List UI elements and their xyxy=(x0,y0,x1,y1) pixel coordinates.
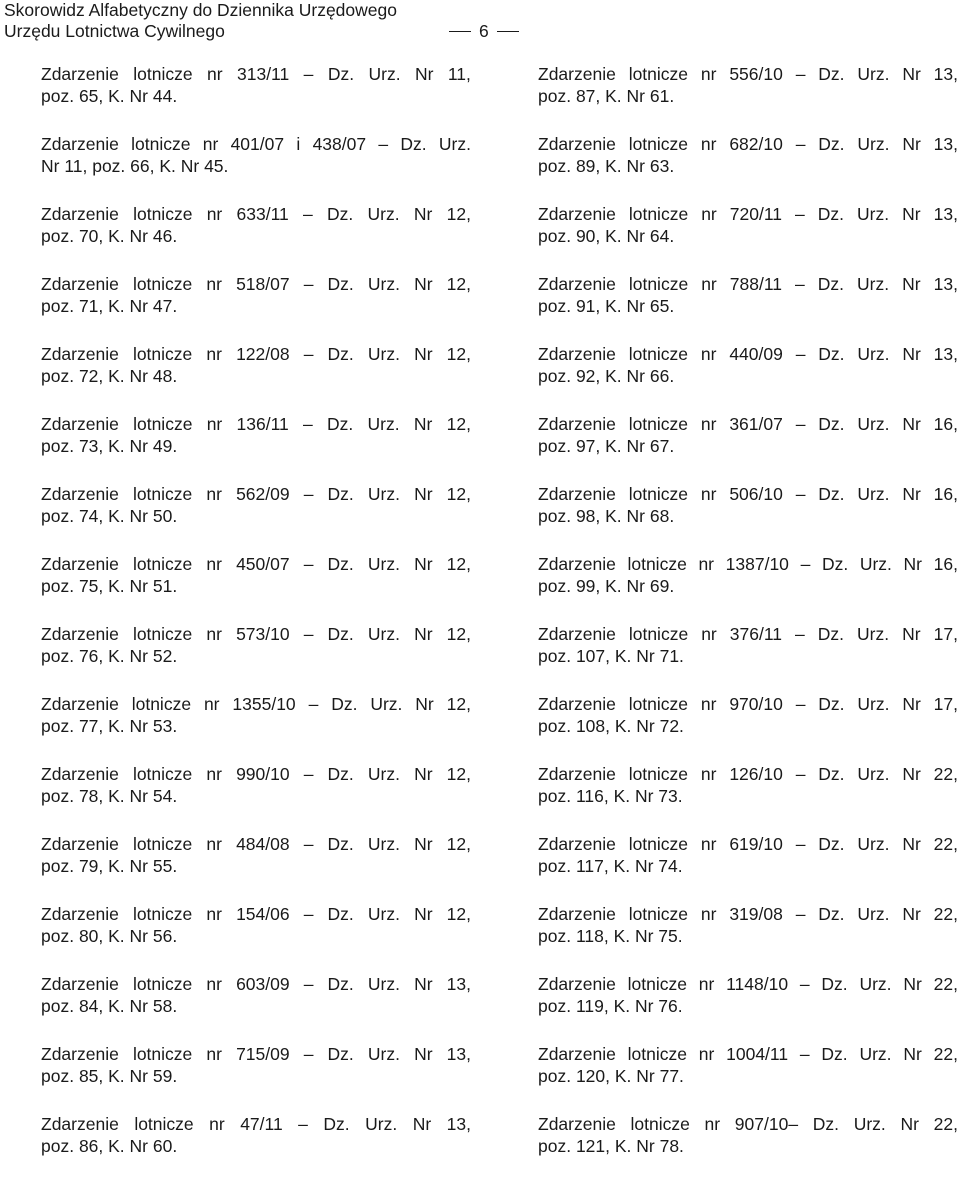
index-entry-line-2: poz. 108, K. Nr 72. xyxy=(538,715,684,736)
index-entry xyxy=(538,1044,958,1114)
index-entry-line-2: poz. 90, K. Nr 64. xyxy=(538,225,675,246)
index-entry-line-2: poz. 97, K. Nr 67. xyxy=(538,435,675,456)
index-entry xyxy=(41,344,471,414)
running-header xyxy=(4,0,397,42)
index-entry-line-2: poz. 98, K. Nr 68. xyxy=(538,505,675,526)
index-entry xyxy=(41,694,471,764)
index-entry-line-2: poz. 121, K. Nr 78. xyxy=(538,1135,684,1156)
index-entry-line-1: Zdarzenie lotnicze nr 122/08 – Dz. Urz. Nr 12, xyxy=(41,344,471,364)
index-entry-line-1: Zdarzenie lotnicze nr 603/09 – Dz. Urz. Nr 13, xyxy=(41,974,471,994)
index-entry xyxy=(41,764,471,834)
index-entry-line-1: Zdarzenie lotnicze nr 1355/10 – Dz. Urz. Nr 12, xyxy=(41,694,471,714)
index-entry xyxy=(41,834,471,904)
index-entry-line-1: Zdarzenie lotnicze nr 401/07 i 438/07 – Dz. Urz. xyxy=(41,134,471,154)
index-entry-line-2: poz. 80, K. Nr 56. xyxy=(41,925,178,946)
index-entry xyxy=(538,834,958,904)
index-entry-line-1: Zdarzenie lotnicze nr 361/07 – Dz. Urz. Nr 16, xyxy=(538,414,958,434)
index-entry-line-1: Zdarzenie lotnicze nr 1004/11 – Dz. Urz. Nr 22, xyxy=(538,1044,958,1064)
index-entry-line-2: poz. 72, K. Nr 48. xyxy=(41,365,178,386)
index-entry-line-1: Zdarzenie lotnicze nr 518/07 – Dz. Urz. Nr 12, xyxy=(41,274,471,294)
index-column-right xyxy=(538,64,958,1184)
index-entry-line-1: Zdarzenie lotnicze nr 619/10 – Dz. Urz. Nr 22, xyxy=(538,834,958,854)
index-entry-line-2: poz. 91, K. Nr 65. xyxy=(538,295,675,316)
index-entry xyxy=(538,694,958,764)
index-entry-line-1: Zdarzenie lotnicze nr 376/11 – Dz. Urz. Nr 17, xyxy=(538,624,958,644)
index-entry xyxy=(538,974,958,1044)
index-entry xyxy=(538,344,958,414)
index-entry xyxy=(41,1114,471,1184)
index-entry-line-2: poz. 76, K. Nr 52. xyxy=(41,645,178,666)
header-title-line-1: Skorowidz Alfabetyczny do Dziennika Urzędowego xyxy=(4,0,397,20)
index-entry xyxy=(538,624,958,694)
index-entry xyxy=(538,764,958,834)
index-entry xyxy=(538,204,958,274)
index-entry xyxy=(538,274,958,344)
index-entry xyxy=(41,1044,471,1114)
index-entry-line-2: poz. 75, K. Nr 51. xyxy=(41,575,178,596)
index-entry-line-1: Zdarzenie lotnicze nr 136/11 – Dz. Urz. Nr 12, xyxy=(41,414,471,434)
page-number-dash-left xyxy=(449,31,471,32)
index-entry-line-1: Zdarzenie lotnicze nr 154/06 – Dz. Urz. Nr 12, xyxy=(41,904,471,924)
index-entry-line-1: Zdarzenie lotnicze nr 484/08 – Dz. Urz. Nr 12, xyxy=(41,834,471,854)
index-entry xyxy=(41,204,471,274)
index-entry-line-1: Zdarzenie lotnicze nr 319/08 – Dz. Urz. Nr 22, xyxy=(538,904,958,924)
index-entry-line-1: Zdarzenie lotnicze nr 126/10 – Dz. Urz. Nr 22, xyxy=(538,764,958,784)
index-entry-line-2: poz. 78, K. Nr 54. xyxy=(41,785,178,806)
index-entry-line-2: poz. 120, K. Nr 77. xyxy=(538,1065,684,1086)
index-entry xyxy=(538,1114,958,1184)
index-entry-line-1: Zdarzenie lotnicze nr 1387/10 – Dz. Urz. Nr 16, xyxy=(538,554,958,574)
index-entry-line-2: poz. 119, K. Nr 76. xyxy=(538,995,683,1016)
index-entry xyxy=(41,904,471,974)
index-entry-line-2: poz. 85, K. Nr 59. xyxy=(41,1065,178,1086)
index-entry xyxy=(41,64,471,134)
index-entry-line-2: poz. 86, K. Nr 60. xyxy=(41,1135,178,1156)
index-entry-line-2: poz. 99, K. Nr 69. xyxy=(538,575,675,596)
index-entry-line-1: Zdarzenie lotnicze nr 506/10 – Dz. Urz. Nr 16, xyxy=(538,484,958,504)
index-entry-line-2: Nr 11, poz. 66, K. Nr 45. xyxy=(41,155,229,176)
index-entry xyxy=(538,134,958,204)
index-entry xyxy=(538,414,958,484)
index-entry-line-2: poz. 87, K. Nr 61. xyxy=(538,85,675,106)
index-entry-line-1: Zdarzenie lotnicze nr 970/10 – Dz. Urz. Nr 17, xyxy=(538,694,958,714)
index-entry xyxy=(41,624,471,694)
index-entry-line-2: poz. 74, K. Nr 50. xyxy=(41,505,178,526)
index-entry-line-2: poz. 65, K. Nr 44. xyxy=(41,85,178,106)
index-entry-line-2: poz. 84, K. Nr 58. xyxy=(41,995,178,1016)
index-entry-line-2: poz. 116, K. Nr 73. xyxy=(538,785,683,806)
index-entry-line-1: Zdarzenie lotnicze nr 47/11 – Dz. Urz. Nr 13, xyxy=(41,1114,471,1134)
index-column-left xyxy=(41,64,471,1184)
index-entry-line-2: poz. 77, K. Nr 53. xyxy=(41,715,178,736)
index-entry-line-1: Zdarzenie lotnicze nr 562/09 – Dz. Urz. Nr 12, xyxy=(41,484,471,504)
index-entry-line-1: Zdarzenie lotnicze nr 440/09 – Dz. Urz. Nr 13, xyxy=(538,344,958,364)
page-number-value: 6 xyxy=(479,21,489,41)
index-entry-line-1: Zdarzenie lotnicze nr 556/10 – Dz. Urz. Nr 13, xyxy=(538,64,958,84)
index-entry xyxy=(41,134,471,204)
index-entry-line-1: Zdarzenie lotnicze nr 1148/10 – Dz. Urz. Nr 22, xyxy=(538,974,958,994)
index-entry xyxy=(41,554,471,624)
index-entry-line-1: Zdarzenie lotnicze nr 715/09 – Dz. Urz. Nr 13, xyxy=(41,1044,471,1064)
index-entry-line-1: Zdarzenie lotnicze nr 788/11 – Dz. Urz. Nr 13, xyxy=(538,274,958,294)
index-entry-line-1: Zdarzenie lotnicze nr 907/10– Dz. Urz. Nr 22, xyxy=(538,1114,958,1134)
index-entry-line-2: poz. 117, K. Nr 74. xyxy=(538,855,683,876)
index-entry-line-1: Zdarzenie lotnicze nr 450/07 – Dz. Urz. Nr 12, xyxy=(41,554,471,574)
index-entry-line-2: poz. 89, K. Nr 63. xyxy=(538,155,675,176)
index-entry-line-2: poz. 71, K. Nr 47. xyxy=(41,295,178,316)
index-entry-line-1: Zdarzenie lotnicze nr 720/11 – Dz. Urz. Nr 13, xyxy=(538,204,958,224)
page-number xyxy=(449,21,519,42)
page-number-dash-right xyxy=(497,31,519,32)
index-entry xyxy=(538,554,958,624)
index-entry xyxy=(41,484,471,554)
index-entry-line-1: Zdarzenie lotnicze nr 682/10 – Dz. Urz. Nr 13, xyxy=(538,134,958,154)
index-entry xyxy=(538,64,958,134)
index-entry-line-2: poz. 107, K. Nr 71. xyxy=(538,645,684,666)
index-entry xyxy=(41,414,471,484)
header-title-line-2: Urzędu Lotnictwa Cywilnego xyxy=(4,21,225,41)
index-entry-line-2: poz. 70, K. Nr 46. xyxy=(41,225,178,246)
index-entry xyxy=(538,904,958,974)
index-entry-line-2: poz. 118, K. Nr 75. xyxy=(538,925,683,946)
index-entry-line-2: poz. 73, K. Nr 49. xyxy=(41,435,178,456)
index-entry xyxy=(41,974,471,1044)
index-entry xyxy=(538,484,958,554)
index-entry xyxy=(41,274,471,344)
index-entry-line-1: Zdarzenie lotnicze nr 573/10 – Dz. Urz. Nr 12, xyxy=(41,624,471,644)
index-entry-line-2: poz. 92, K. Nr 66. xyxy=(538,365,675,386)
index-entry-line-1: Zdarzenie lotnicze nr 990/10 – Dz. Urz. Nr 12, xyxy=(41,764,471,784)
index-entry-line-1: Zdarzenie lotnicze nr 313/11 – Dz. Urz. Nr 11, xyxy=(41,64,471,84)
index-entry-line-2: poz. 79, K. Nr 55. xyxy=(41,855,178,876)
index-entry-line-1: Zdarzenie lotnicze nr 633/11 – Dz. Urz. Nr 12, xyxy=(41,204,471,224)
